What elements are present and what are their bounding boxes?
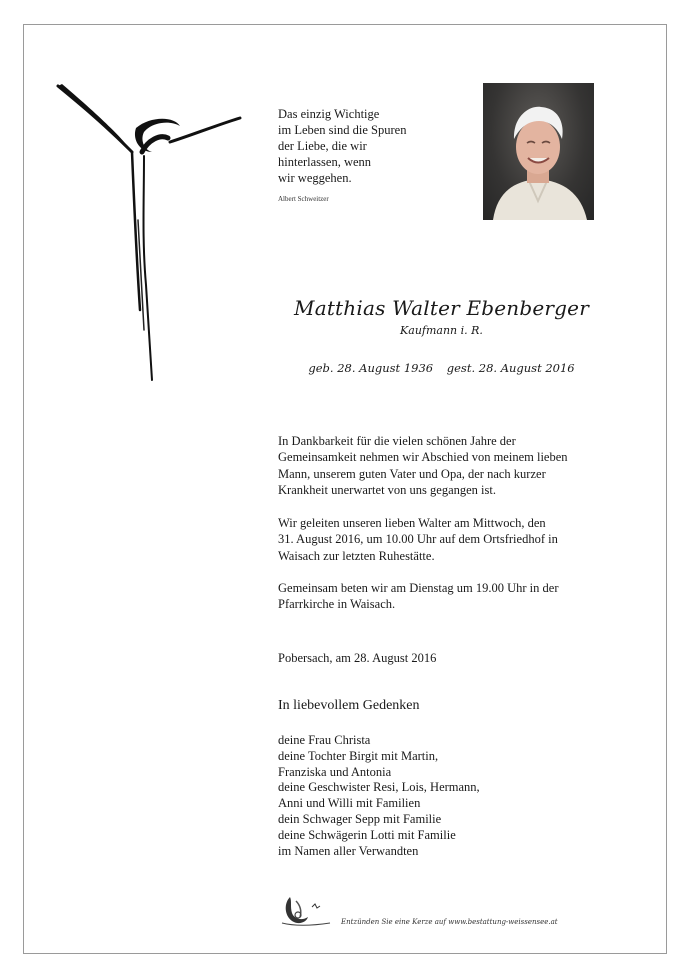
mourner-line: Anni und Willi mit Familien — [278, 796, 421, 811]
text-line: Gemeinsamkeit nehmen wir Abschied von meinem lieben — [278, 450, 568, 465]
paragraph-prayer — [278, 580, 638, 613]
quote-line: der Liebe, die wir — [278, 139, 367, 153]
quote-line: Das einzig Wichtige — [278, 107, 380, 121]
death-date: gest. 28. August 2016 — [446, 361, 575, 375]
text-line: Waisach zur letzten Ruhestätte. — [278, 548, 435, 563]
mourner-line: im Namen aller Verwandten — [278, 843, 419, 858]
text-line: Wir geleiten unseren lieben Walter am Mittwoch, den — [278, 516, 546, 530]
deceased-name: Matthias Walter Ebenberger — [294, 296, 589, 320]
footer-candle-link[interactable]: Entzünden Sie eine Kerze auf www.bestattung-weissensee.at — [341, 918, 558, 926]
quote-line: hinterlassen, wenn — [278, 155, 372, 169]
mourners-list — [278, 733, 638, 859]
mourner-line: deine Tochter Birgit mit Martin, — [278, 748, 439, 763]
mourner-line: Franziska und Antonia — [278, 764, 392, 779]
mourner-line: deine Geschwister Resi, Lois, Hermann, — [278, 780, 480, 795]
text-line: In Dankbarkeit für die vielen schönen Jahre der — [278, 434, 516, 448]
paragraph-gratitude — [278, 433, 638, 498]
birth-date: geb. 28. August 1936 — [308, 361, 434, 375]
text-line: Gemeinsam beten wir am Dienstag um 19.00 Uhr in der — [278, 581, 559, 595]
deceased-title: Kaufmann i. R. — [400, 324, 483, 337]
place-date — [278, 650, 638, 666]
gedenken-heading: In liebevollem Gedenken — [278, 698, 420, 713]
text-line: Pfarrkirche in Waisach. — [278, 597, 396, 612]
life-dates — [0, 361, 693, 375]
quote-line: wir weggehen. — [278, 171, 352, 185]
funeral-home-logo — [280, 893, 336, 927]
mourner-line: dein Schwager Sepp mit Familie — [278, 811, 442, 826]
deceased-name-block — [0, 296, 693, 337]
text-line: Krankheit unerwartet von uns gegangen ist. — [278, 482, 496, 497]
quote-line: im Leben sind die Spuren — [278, 123, 407, 137]
text-line: 31. August 2016, um 10.00 Uhr auf dem Ortsfriedhof in — [278, 532, 558, 547]
text-line: Mann, unserem guten Vater und Opa, der nach kurzer — [278, 466, 546, 481]
paragraph-funeral — [278, 515, 638, 564]
portrait-image — [483, 83, 594, 220]
text-line: Pobersach, am 28. August 2016 — [278, 651, 437, 665]
quote-author: Albert Schweitzer — [278, 195, 329, 203]
crucifix-illustration — [52, 80, 252, 390]
mourner-line: deine Schwägerin Lotti mit Familie — [278, 827, 456, 842]
quote — [278, 106, 468, 186]
mourner-line: deine Frau Christa — [278, 733, 371, 747]
portrait-photo — [483, 83, 594, 220]
